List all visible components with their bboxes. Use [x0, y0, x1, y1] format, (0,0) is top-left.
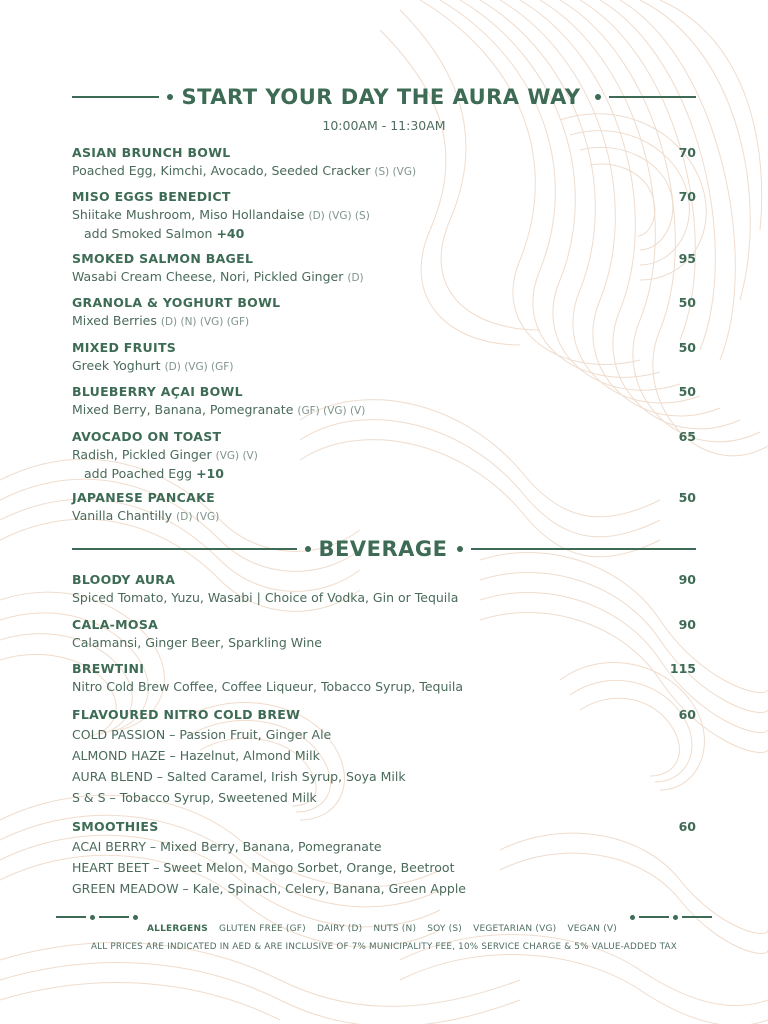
- breakfast-hours: 10:00AM - 11:30AM: [322, 118, 446, 133]
- menu-item-asian-brunch-bowl: [72, 144, 696, 181]
- item-ingredients: Mixed Berries: [72, 313, 157, 328]
- item-name: CALA-MOSA: [72, 617, 159, 632]
- item-price: 70: [678, 189, 696, 204]
- item-allergen-tags: (VG) (V): [215, 450, 258, 462]
- item-description: [72, 162, 696, 181]
- menu-item-avocado-on-toast: [72, 428, 696, 482]
- menu-item-flavoured-nitro-cold-brew: [72, 706, 696, 808]
- sub-item: S & S – Tobacco Syrup, Sweetened Milk: [72, 790, 317, 805]
- footer-divider: [56, 912, 712, 922]
- prices-disclaimer: ALL PRICES ARE INDICATED IN AED & ARE INCLUSIVE OF 7% MUNICIPALITY FEE, 10% SERVICE CHARGE & 5% VALUE-ADDED TAX: [90, 942, 678, 952]
- item-allergen-tags: (D) (VG): [176, 511, 220, 523]
- header-rule-left: [72, 96, 159, 98]
- allergen-nuts: NUTS (N): [373, 924, 417, 934]
- header-rule-right: [471, 548, 696, 550]
- footer-dot: [90, 915, 95, 920]
- allergens-label: ALLERGENS: [147, 924, 208, 934]
- menu-item-smoked-salmon-bagel: [72, 250, 696, 287]
- item-name: MIXED FRUITS: [72, 340, 177, 355]
- footer-dot: [630, 915, 635, 920]
- menu-item-blueberry-acai-bowl: [72, 383, 696, 420]
- item-allergen-tags: (D) (VG) (S): [308, 210, 370, 222]
- sub-item: ALMOND HAZE – Hazelnut, Almond Milk: [72, 748, 320, 763]
- item-name: BLUEBERRY AÇAI BOWL: [72, 384, 243, 399]
- item-description: [72, 446, 696, 465]
- item-description: Calamansi, Ginger Beer, Sparkling Wine: [72, 635, 322, 650]
- item-description: [72, 268, 696, 287]
- item-price: 50: [678, 384, 696, 399]
- item-name: ASIAN BRUNCH BOWL: [72, 145, 231, 160]
- item-description: [72, 401, 696, 420]
- item-name: JAPANESE PANCAKE: [72, 490, 215, 505]
- item-name: SMOKED SALMON BAGEL: [72, 251, 254, 266]
- allergen-vegetarian: VEGETARIAN (VG): [473, 924, 557, 934]
- menu-item-brewtini: [72, 660, 696, 696]
- item-description: [72, 507, 696, 526]
- item-ingredients: Greek Yoghurt: [72, 358, 161, 373]
- allergen-dairy: DAIRY (D): [316, 924, 363, 934]
- item-ingredients: Poached Egg, Kimchi, Avocado, Seeded Cracker: [72, 163, 371, 178]
- item-allergen-tags: (GF) (VG) (V): [297, 405, 366, 417]
- item-price: 50: [678, 340, 696, 355]
- item-price: 50: [678, 295, 696, 310]
- item-allergen-tags: (S) (VG): [374, 166, 417, 178]
- header-rule-left: [72, 548, 297, 550]
- footer-dot: [673, 915, 678, 920]
- item-name: BREWTINI: [72, 661, 145, 676]
- item-name: MISO EGGS BENEDICT: [72, 189, 231, 204]
- item-ingredients: Radish, Pickled Ginger: [72, 447, 212, 462]
- addon-text: add Poached Egg: [84, 466, 193, 481]
- menu-item-mixed-fruits: [72, 339, 696, 376]
- item-description: [72, 206, 696, 225]
- item-price: 90: [678, 572, 696, 587]
- breakfast-section-title: START YOUR DAY THE AURA WAY: [181, 85, 581, 109]
- item-price: 60: [678, 707, 696, 722]
- header-rule-right: [609, 96, 696, 98]
- footer-rule-right: [682, 916, 712, 918]
- menu-item-bloody-aura: [72, 571, 696, 607]
- footer-rule-middle-left: [99, 916, 129, 918]
- item-description: Spiced Tomato, Yuzu, Wasabi | Choice of Vodka, Gin or Tequila: [72, 590, 459, 605]
- addon-price: +10: [196, 466, 224, 481]
- item-description: Nitro Cold Brew Coffee, Coffee Liqueur, Tobacco Syrup, Tequila: [72, 679, 464, 694]
- item-price: 95: [678, 251, 696, 266]
- item-name: SMOOTHIES: [72, 819, 159, 834]
- allergen-vegan: VEGAN (V): [567, 924, 617, 934]
- sub-item: ACAI BERRY – Mixed Berry, Banana, Pomegranate: [72, 839, 382, 854]
- item-allergen-tags: (D) (VG) (GF): [164, 361, 234, 373]
- item-description: [72, 312, 696, 331]
- beverage-section-header: [72, 534, 696, 564]
- sub-item: GREEN MEADOW – Kale, Spinach, Celery, Banana, Green Apple: [72, 881, 466, 896]
- menu-item-miso-eggs-benedict: [72, 188, 696, 242]
- item-name: GRANOLA & YOGHURT BOWL: [72, 295, 281, 310]
- allergen-soy: SOY (S): [427, 924, 463, 934]
- item-name: FLAVOURED NITRO COLD BREW: [72, 707, 301, 722]
- header-dot-right: [595, 94, 601, 100]
- item-ingredients: Wasabi Cream Cheese, Nori, Pickled Ginger: [72, 269, 344, 284]
- header-dot-left: [167, 94, 173, 100]
- item-ingredients: Vanilla Chantilly: [72, 508, 173, 523]
- sub-item: HEART BEET – Sweet Melon, Mango Sorbet, Orange, Beetroot: [72, 860, 455, 875]
- item-price: 115: [669, 661, 696, 676]
- allergen-gluten-free: GLUTEN FREE (GF): [218, 924, 306, 934]
- footer-dot: [133, 915, 138, 920]
- item-allergen-tags: (D) (N) (VG) (GF): [160, 316, 250, 328]
- item-name: AVOCADO ON TOAST: [72, 429, 222, 444]
- footer-rule-left: [56, 916, 86, 918]
- addon-price: +40: [216, 226, 245, 241]
- item-price: 50: [678, 490, 696, 505]
- sub-item: COLD PASSION – Passion Fruit, Ginger Ale: [72, 727, 332, 742]
- header-dot-left: [305, 546, 311, 552]
- allergen-legend: [0, 924, 768, 934]
- item-description: [72, 357, 696, 376]
- menu-item-granola-yoghurt-bowl: [72, 294, 696, 331]
- sub-item: AURA BLEND – Salted Caramel, Irish Syrup, Soya Milk: [72, 769, 406, 784]
- addon-text: add Smoked Salmon: [84, 226, 213, 241]
- item-addon: [72, 225, 696, 242]
- item-price: 65: [678, 429, 696, 444]
- item-price: 90: [678, 617, 696, 632]
- item-ingredients: Shiitake Mushroom, Miso Hollandaise: [72, 207, 305, 222]
- menu-item-cala-mosa: [72, 616, 696, 652]
- item-price: 60: [678, 819, 696, 834]
- item-addon: [72, 465, 696, 482]
- item-ingredients: Mixed Berry, Banana, Pomegranate: [72, 402, 294, 417]
- menu-item-japanese-pancake: [72, 489, 696, 526]
- header-dot-right: [457, 546, 463, 552]
- item-name: BLOODY AURA: [72, 572, 176, 587]
- breakfast-section-header: [72, 82, 696, 112]
- beverage-section-title: BEVERAGE: [318, 537, 448, 561]
- item-price: 70: [678, 145, 696, 160]
- item-allergen-tags: (D): [347, 272, 364, 284]
- footer-rule-middle-right: [639, 916, 669, 918]
- menu-item-smoothies: [72, 818, 696, 899]
